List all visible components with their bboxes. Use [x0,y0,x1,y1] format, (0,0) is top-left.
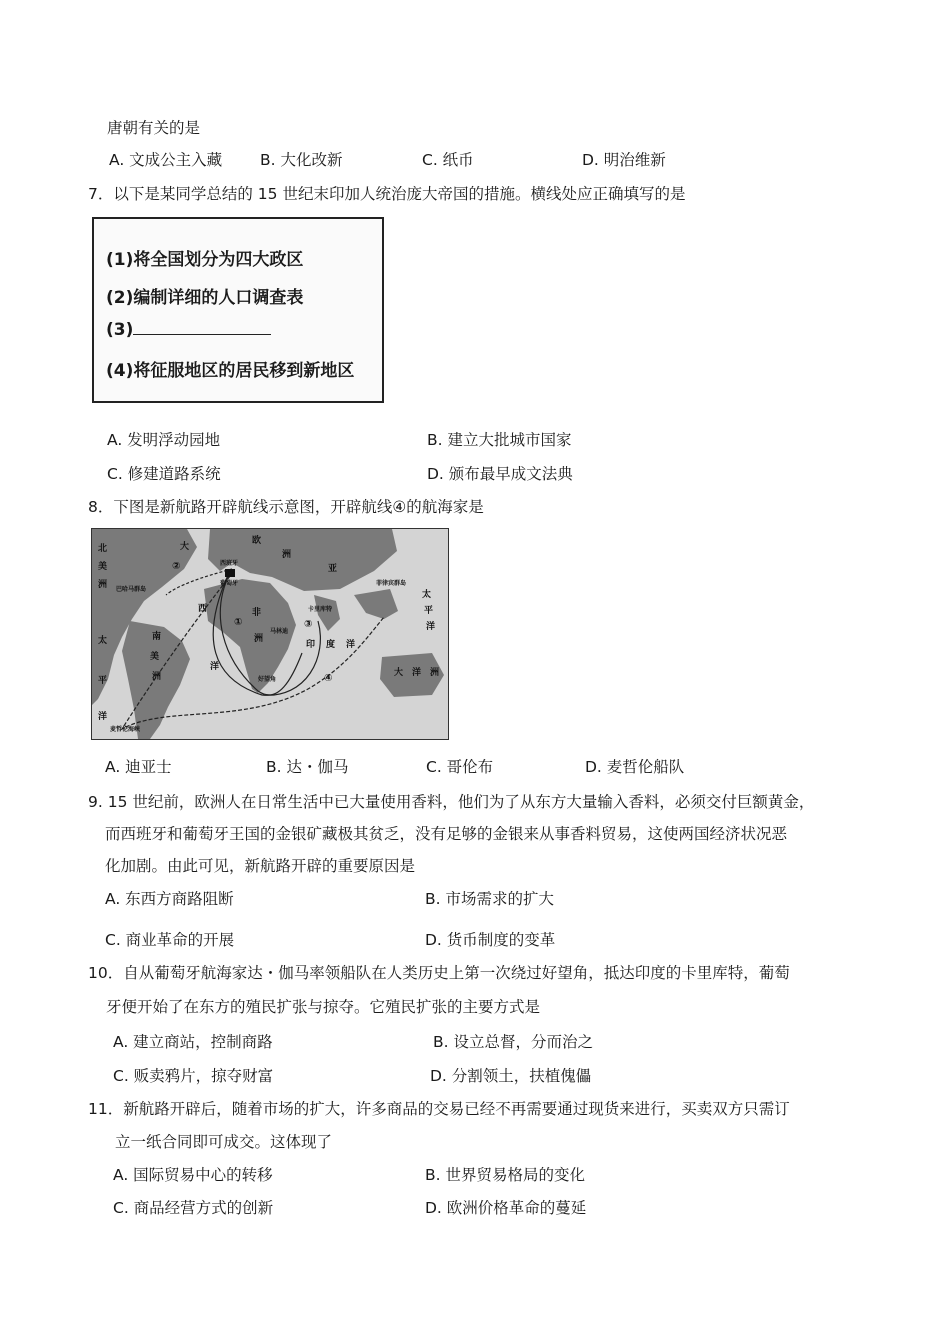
map-label-31: 平 [98,676,108,686]
map-label-2: 洲 [98,580,108,590]
q7-option-b[interactable]: B. 建立大批城市国家 [427,431,572,449]
map-label-14: 菲律宾群岛 [376,580,407,587]
map-label-28: 洋 [412,668,422,678]
map-label-7: 葡萄牙 [220,580,239,587]
q8-option-c[interactable]: C. 哥伦布 [426,758,494,776]
q7-box-line-3 [106,320,271,340]
q7-box-line-4: (4)将征服地区的居民移到新地区 [106,361,355,381]
q6-option-c[interactable]: C. 纸币 [422,151,474,169]
q11-stem-line-1: 11．新航路开辟后，随着市场的扩大，许多商品的交易已经不再需要通过现货来进行，买卖双方只需订 [88,1100,790,1118]
map-label-12: 洲 [254,634,264,644]
q7-blank-line [133,320,271,335]
q6-stem-continuation: 唐朝有关的是 [107,119,201,137]
q7-option-a[interactable]: A. 发明浮动园地 [107,431,221,449]
q11-option-c[interactable]: C. 商品经营方式的创新 [113,1199,274,1217]
map-label-8: 巴哈马群岛 [116,586,147,593]
q6-option-b[interactable]: B. 大化改新 [260,151,343,169]
map-label-16: 平 [424,606,434,616]
route-label-3: ③ [304,619,313,630]
map-label-1: 美 [98,562,108,572]
q11-option-a[interactable]: A. 国际贸易中心的转移 [113,1166,273,1184]
q10-stem-line-1: 10．自从葡萄牙航海家达・伽马率领船队在人类历史上第一次绕过好望角，抵达印度的卡里库特，葡萄 [88,964,790,982]
map-label-25: 度 [326,640,336,650]
q8-option-d[interactable]: D. 麦哲伦船队 [585,758,685,776]
map-label-22: 洋 [210,662,220,672]
q11-stem-line-2: 立一纸合同即可成交。这体现了 [115,1133,333,1151]
map-label-24: 印 [306,640,316,650]
map-label-17: 洋 [426,622,436,632]
new-sea-routes-map [91,528,449,740]
q7-box-line-1: (1)将全国划分为四大政区 [106,250,304,270]
q6-option-a[interactable]: A. 文成公主入藏 [109,151,223,169]
route-label-1: ① [234,617,243,628]
map-label-9: 亚 [328,564,338,574]
map-label-13: 马林迪 [270,628,289,635]
map-label-4: 欧 [252,536,262,546]
q10-stem-line-2: 牙便开始了在东方的殖民扩张与掠夺。它殖民扩张的主要方式是 [106,998,541,1016]
q7-box-line-3-label: (3) [106,320,134,340]
map-label-18: 南 [152,632,162,642]
route-label-4: ④ [324,673,333,684]
iberia-marker [225,569,235,577]
q11-option-b[interactable]: B. 世界贸易格局的变化 [425,1166,585,1184]
map-label-32: 洋 [98,712,108,722]
q7-box-line-2: (2)编制详细的人口调查表 [106,288,304,308]
q10-option-b[interactable]: B. 设立总督，分而治之 [433,1033,593,1051]
map-label-27: 大 [394,668,404,678]
q9-option-a[interactable]: A. 东西方商路阻断 [105,890,234,908]
map-label-3: 大 [180,542,190,552]
q7-measures-box [92,217,384,403]
q7-stem: 7．以下是某同学总结的 15 世纪末印加人统治庞大帝国的措施。横线处应正确填写的是 [88,185,686,203]
q9-option-d[interactable]: D. 货币制度的变革 [425,931,556,949]
q8-option-a[interactable]: A. 迪亚士 [105,758,172,776]
q11-option-d[interactable]: D. 欧洲价格革命的蔓延 [425,1199,587,1217]
q9-stem-line-3: 化加剧。由此可见，新航路开辟的重要原因是 [105,857,416,875]
q8-option-b[interactable]: B. 达・伽马 [266,758,349,776]
map-label-10: 卡里库特 [308,606,333,613]
map-label-33: 麦哲伦海峡 [110,726,141,733]
q6-option-d[interactable]: D. 明治维新 [582,151,666,169]
q7-option-d[interactable]: D. 颁布最早成文法典 [427,465,573,483]
map-label-11: 非 [252,608,262,618]
route-label-2: ② [172,561,181,572]
map-label-5: 洲 [282,550,292,560]
map-label-21: 西 [198,604,208,614]
map-label-0: 北 [98,544,108,554]
map-label-23: 好望角 [258,676,277,683]
map-label-30: 太 [98,636,108,646]
map-label-20: 洲 [152,672,162,682]
q9-option-b[interactable]: B. 市场需求的扩大 [425,890,554,908]
map-label-6: 西班牙 [220,560,239,567]
q8-stem: 8．下图是新航路开辟航线示意图，开辟航线④的航海家是 [88,498,484,516]
q9-stem-line-1: 9. 15 世纪前，欧洲人在日常生活中已大量使用香料，他们为了从东方大量输入香料，必须交付巨额黄金， [88,793,815,811]
q10-option-d[interactable]: D. 分割领土，扶植傀儡 [430,1067,592,1085]
map-label-26: 洋 [346,640,356,650]
map-label-19: 美 [150,652,160,662]
q10-option-c[interactable]: C. 贩卖鸦片，掠夺财富 [113,1067,274,1085]
q10-option-a[interactable]: A. 建立商站，控制商路 [113,1033,273,1051]
q9-stem-line-2: 而西班牙和葡萄牙王国的金银矿藏极其贫乏，没有足够的金银来从事香料贸易，这使两国经济状况恶 [105,825,788,843]
map-label-15: 太 [422,590,432,600]
q9-option-c[interactable]: C. 商业革命的开展 [105,931,235,949]
q7-option-c[interactable]: C. 修建道路系统 [107,465,221,483]
map-label-29: 洲 [430,668,440,678]
